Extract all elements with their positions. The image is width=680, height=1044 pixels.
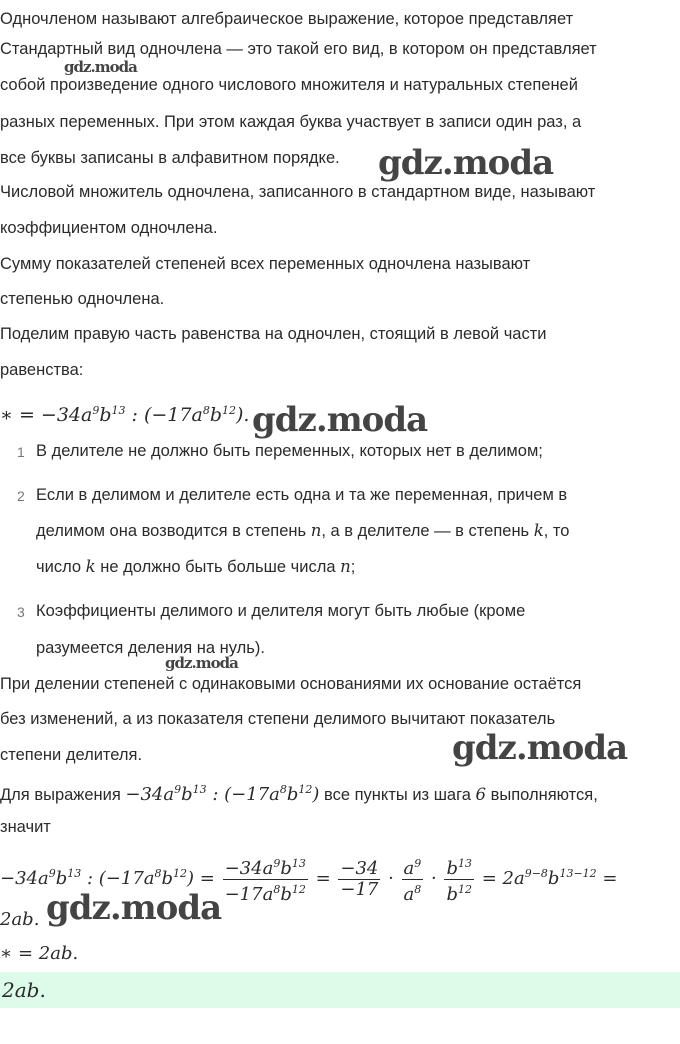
text-line: Стандартный вид одночлена — это такой его вид, в котором он представляет	[0, 40, 597, 58]
list-item: В делителе не должно быть переменных, которых нет в делимом;	[36, 442, 543, 460]
text-line: коэффициентом одночлена.	[0, 219, 218, 237]
equation-result: ∗ = 2ab.	[0, 943, 79, 964]
text-line: без изменений, а из показателя степени делимого вычитают показатель	[0, 710, 556, 728]
watermark: gdz.moda	[46, 888, 222, 928]
answer-box	[0, 972, 680, 1008]
list-item: число k не должно быть больше числа n;	[36, 557, 356, 576]
text-line: При делении степеней с одинаковыми основаниями их основание остаётся	[0, 675, 582, 693]
list-item: Коэффициенты делимого и делителя могут быть любые (кроме	[36, 602, 526, 620]
text-line: Поделим правую часть равенства на одночлен, стоящий в левой части	[0, 325, 547, 343]
text-line: Числовой множитель одночлена, записанного в стандартном виде, называют	[0, 183, 596, 201]
watermark: gdz.moda	[252, 400, 428, 440]
equation-continuation: 2ab.	[0, 909, 40, 930]
answer-value: 2ab.	[2, 978, 46, 1002]
equation-main: $-34a^9b^{13}$ : $(-17a^8b^{12})$ = $\frac{-34a^9b^{13}}{-17a^8b^{12}}$ = $\frac{-34}{-17}$ · $\frac{a^9}{a^8}$ · $\frac{b^{13}}{b^{12}}$ = $2a^{9-8}b^{13-12}$ =	[0, 850, 617, 905]
watermark: gdz.moda	[378, 143, 554, 183]
list-item: делимом она возводится в степень n, а в делителе — в степень k, то	[36, 521, 570, 540]
text-line: степенью одночлена.	[0, 290, 165, 308]
list-item: Если в делимом и делителе есть одна и та же переменная, причем в	[36, 486, 568, 504]
equation-star: ∗ = $-34a^9b^{13}$ : $(-17a^8b^{12})$.	[0, 404, 250, 426]
watermark: gdz.moda	[452, 728, 628, 768]
watermark: gdz.moda	[64, 58, 137, 76]
text-line: Для выражения $-34a^9b^{13}$ : $(-17a^8b^{12})$ все пункты из шага 6 выполняются,	[0, 783, 598, 805]
text-line: собой произведение одного числового множителя и натуральных степеней	[0, 76, 578, 94]
text-line: Сумму показателей степеней всех переменных одночлена называют	[0, 255, 531, 273]
text-line: степени делителя.	[0, 746, 143, 764]
text-line: Одночленом называют алгебраическое выражение, которое представляет	[0, 10, 574, 28]
list-item: разумеется деления на нуль).	[36, 639, 265, 657]
list-number: 2	[17, 488, 25, 504]
text-line: равенства:	[0, 361, 84, 379]
list-number: 1	[17, 444, 25, 460]
text-line: значит	[0, 818, 51, 836]
text-line: все буквы записаны в алфавитном порядке.	[0, 149, 340, 167]
text-line: разных переменных. При этом каждая буква участвует в записи один раз, а	[0, 113, 582, 131]
watermark: gdz.moda	[165, 654, 238, 672]
list-number: 3	[17, 604, 25, 620]
